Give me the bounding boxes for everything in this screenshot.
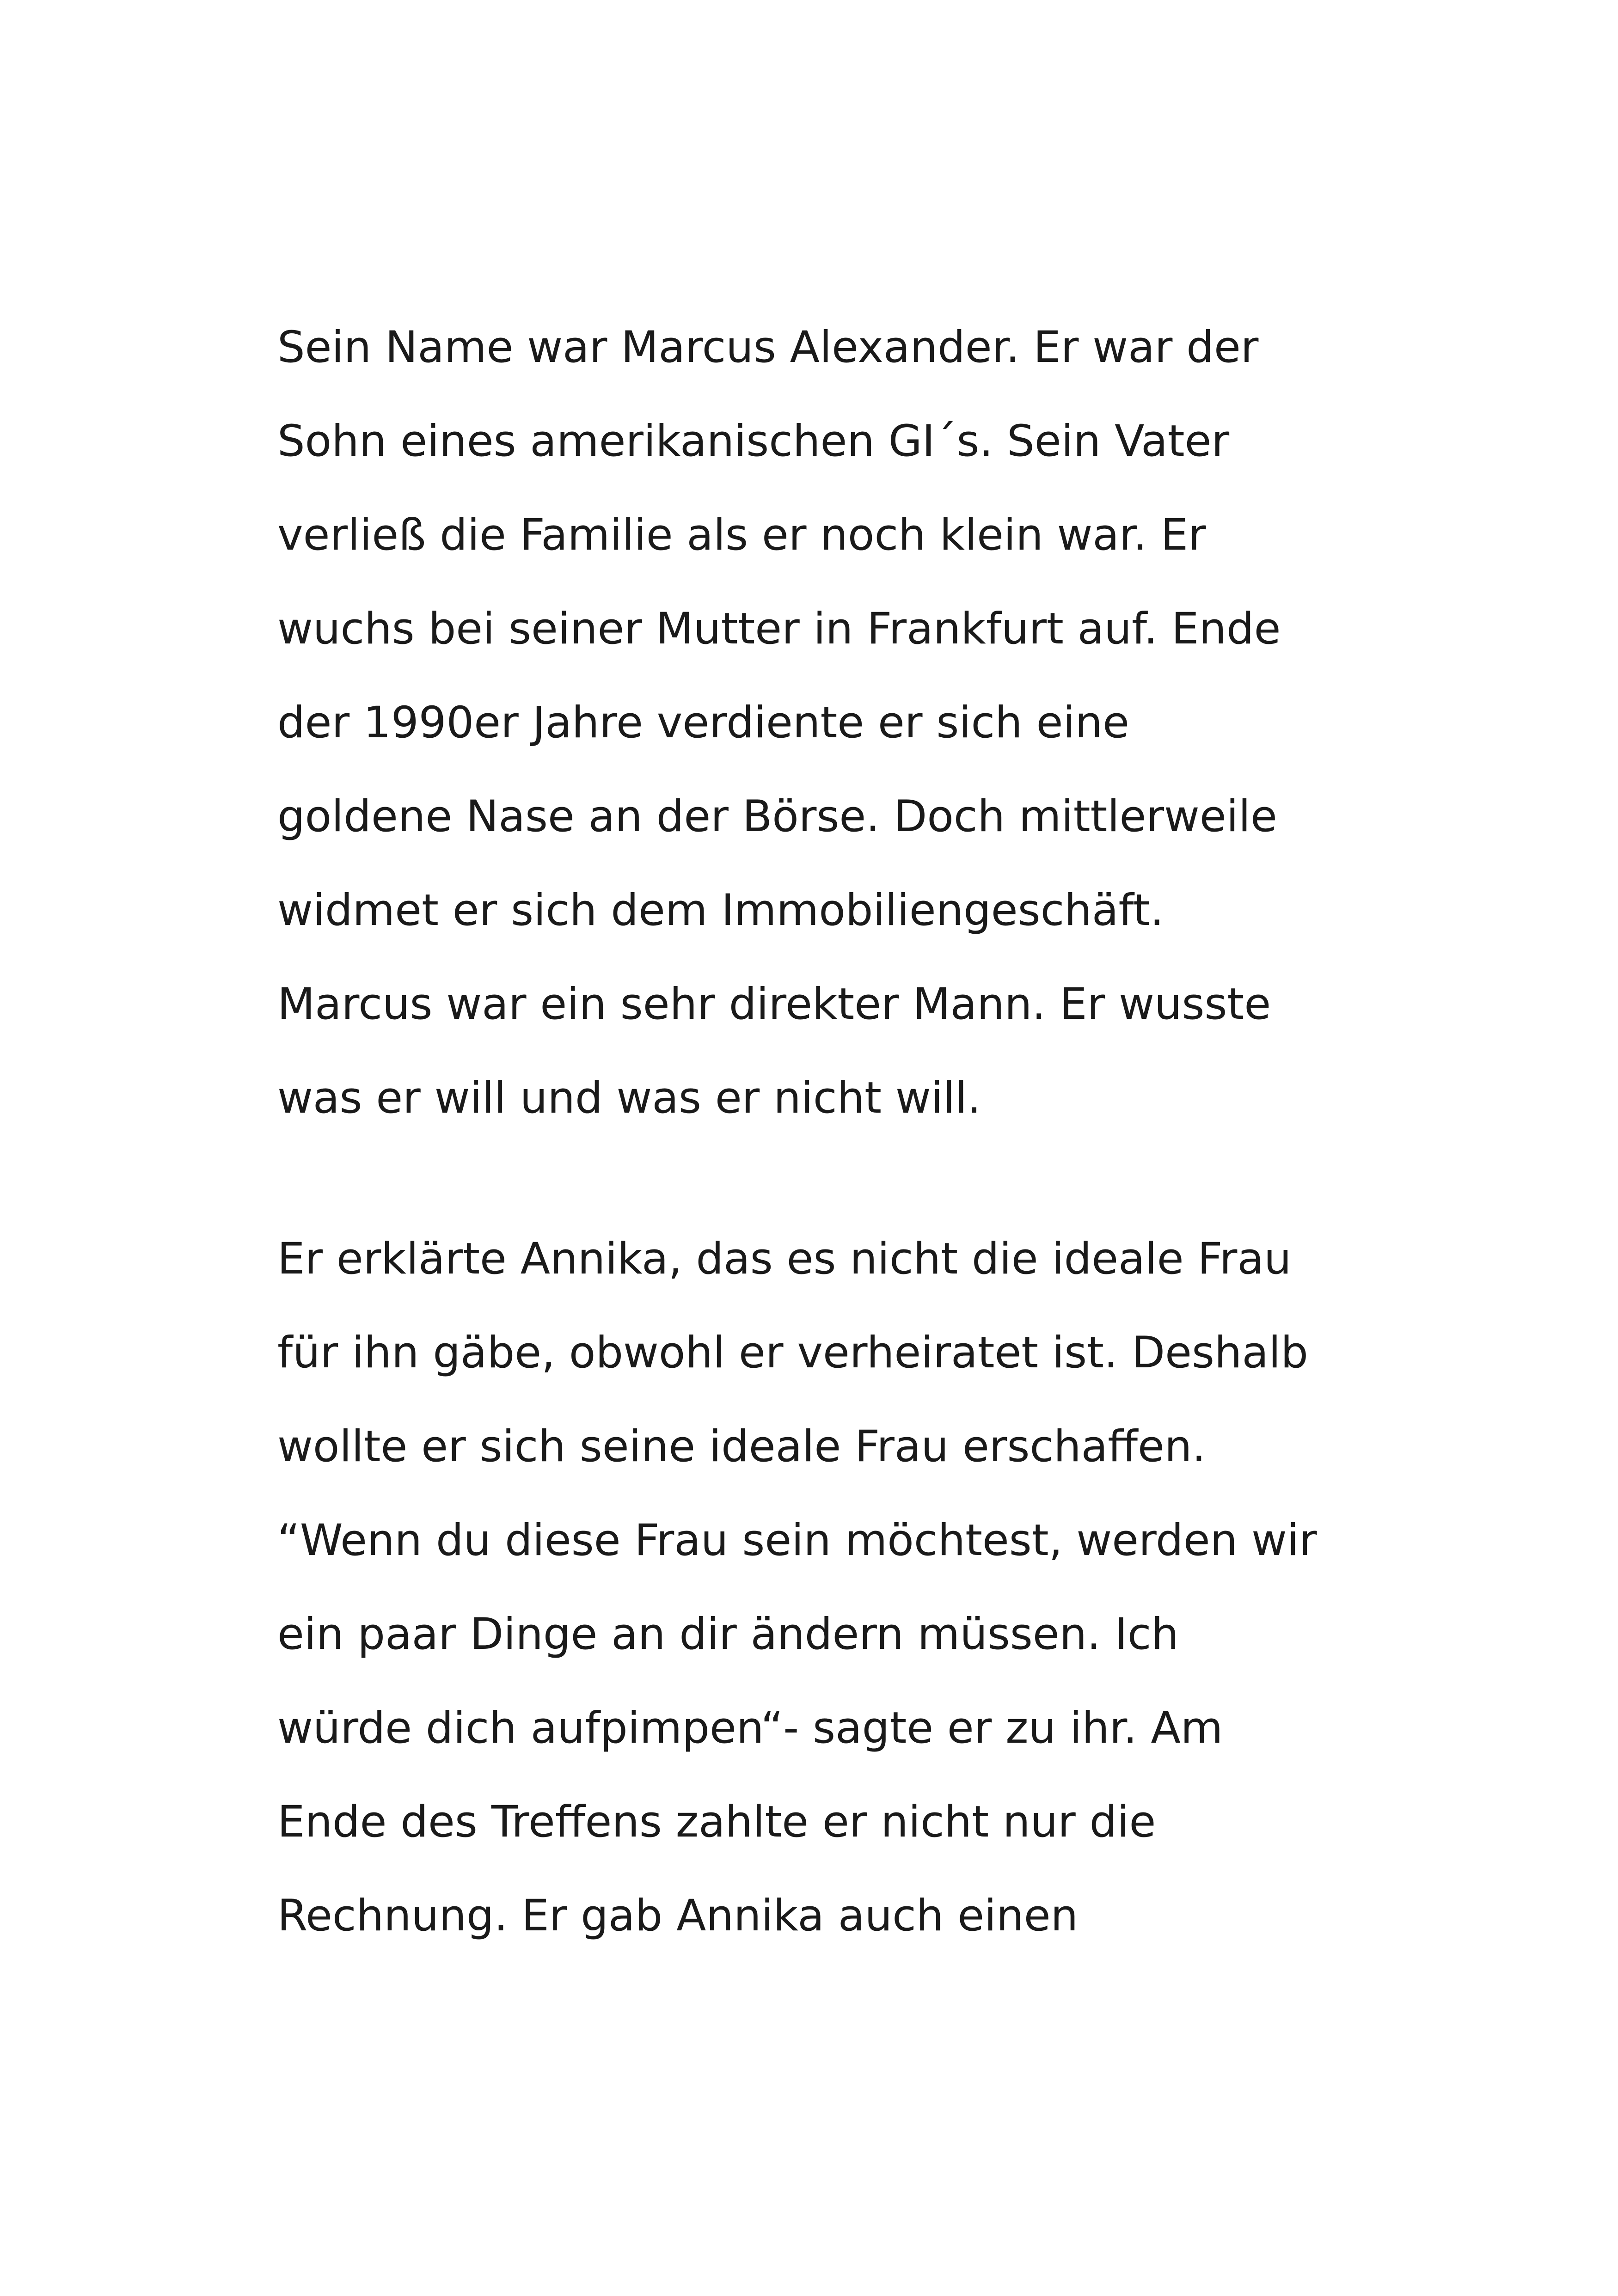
text-line: widmet er sich dem Immobiliengeschäft. xyxy=(277,885,1164,936)
text-line: Rechnung. Er gab Annika auch einen xyxy=(277,1891,1079,1941)
text-line: wollte er sich seine ideale Frau erschaffen. xyxy=(277,1421,1206,1472)
text-line: für ihn gäbe, obwohl er verheiratet ist. Deshalb xyxy=(277,1328,1308,1378)
text-line: Marcus war ein sehr direkter Mann. Er wusste xyxy=(277,979,1271,1029)
text-line: goldene Nase an der Börse. Doch mittlerweile xyxy=(277,791,1277,842)
paragraph-marcus-intro xyxy=(277,300,1433,1145)
text-line: der 1990er Jahre verdiente er sich eine xyxy=(277,698,1129,748)
text-line: Ende des Treffens zahlte er nicht nur die xyxy=(277,1797,1156,1847)
text-line: was er will und was er nicht will. xyxy=(277,1073,981,1123)
text-line: verließ die Familie als er noch klein war. Er xyxy=(277,510,1206,560)
text-line: “Wenn du diese Frau sein möchtest, werden wir xyxy=(277,1515,1317,1566)
text-line: ein paar Dinge an dir ändern müssen. Ich xyxy=(277,1609,1179,1659)
text-line: Er erklärte Annika, das es nicht die ideale Frau xyxy=(277,1234,1292,1284)
text-line: würde dich aufpimpen“- sagte er zu ihr. Am xyxy=(277,1703,1223,1753)
text-line: Sein Name war Marcus Alexander. Er war der xyxy=(277,322,1259,373)
paragraph-ideal-woman xyxy=(277,1212,1433,1963)
text-line: wuchs bei seiner Mutter in Frankfurt auf. Ende xyxy=(277,604,1281,654)
text-line: Sohn eines amerikanischen GI´s. Sein Vater xyxy=(277,416,1230,466)
